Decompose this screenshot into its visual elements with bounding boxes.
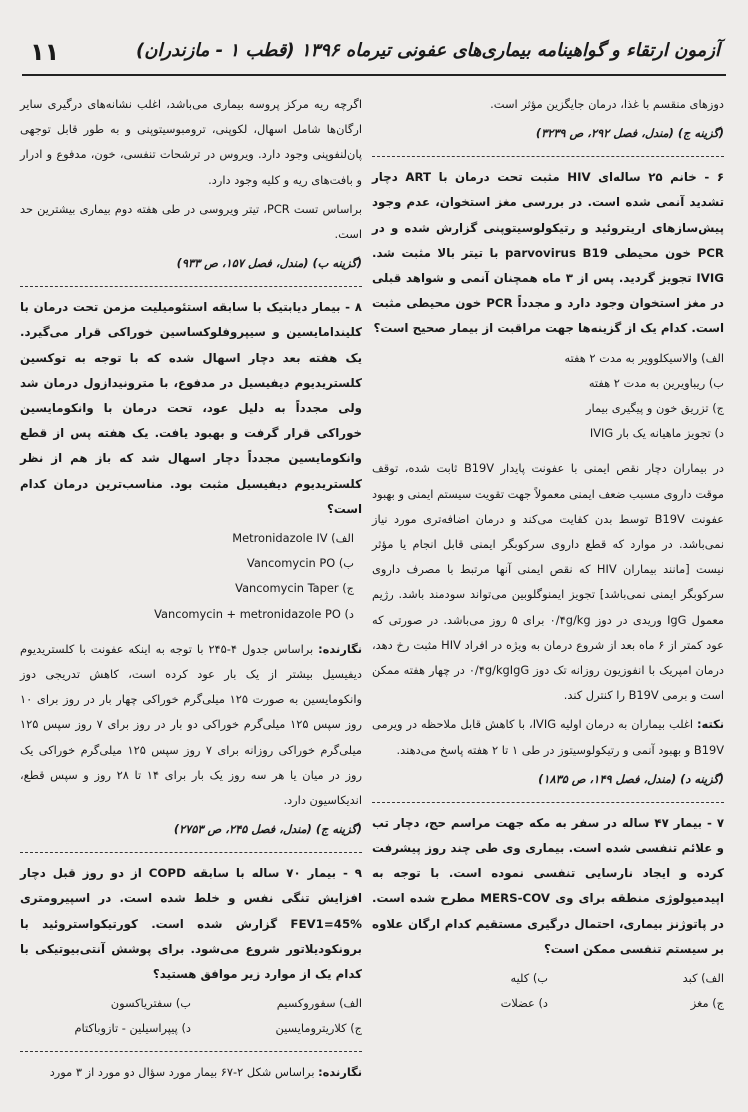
question-8-answer-reference: (گزینه ج) (مندل، فصل ۲۴۵، ص ۲۷۵۳) xyxy=(173,822,362,837)
question-8-option-d: Vancomycin + metronidazole PO (د xyxy=(154,606,354,621)
header-rule xyxy=(22,74,726,76)
question-9-option-a: الف) سفوروکسیم xyxy=(276,996,362,1011)
question-8-option-c: Vancomycin Taper (ج xyxy=(235,581,354,596)
question-9-option-c: ج) کلاریترومایسین xyxy=(275,1021,362,1036)
question-6-explanation: در بیماران دچار نقص ایمنی با عفونت پایدار B19V ثابت شده، توقف موقت داروی مسبب ضعف ایمنی معمولاً جهت تقویت سیستم ایمنی و بهبود عفونت B19V توسط بدن کفایت می‌کند و درمان اضافه‌تری مورد نیاز نمی‌باشد. در موارد که قطع داروی سرکوبگر ایمنی قابل انجام یا مؤثر نیست [مانند بیماران HIV که نقص ایمنی آنها مرتبط با مصرف داروی سرکوبگر ایمنی نمی‌باشد] تجویز ایمنوگلوبین می‌تواند سودمند باشد. رژیم معمول IgG وریدی در دوز ۰/۴g/kg برای ۵ روز می‌باشد. در صورتی که عود کمتر از ۶ ماه بعد از شروع درمان به ویژه در افراد HIV مثبت رخ دهد، درمان امپریک با انفوزیون روزانه تک دوز ۰/۴g/kgIgG در چهار هفته ممکن است و برمی B19V را کنترل کند. xyxy=(372,461,725,703)
continued-text: دوزهای منقسم با غذا، درمان جایگزین مؤثر است. xyxy=(490,97,724,111)
question-separator xyxy=(372,802,724,803)
question-7-option-b: ب) کلیه xyxy=(510,971,548,986)
question-8-option-b: Vancomycin PO (ب xyxy=(246,556,354,571)
continued-text: اگرچه ریه مرکز پروسه بیماری می‌باشد، اغلب نشانه‌های درگیری سایر ارگان‌ها شامل اسهال، لکوپنی، ترومبوسیتوپنی و به طور قابل توجهی پان‌لنفوپنی وجود دارد. ویروس در ترشحات تنفسی، خون، مدفوع و ادرار و بافت‌های ریه و کلیه وجود دارد. xyxy=(20,97,362,187)
answer-reference: (گزینه ب) (مندل، فصل ۱۵۷، ص ۹۳۳) xyxy=(176,256,362,271)
question-separator xyxy=(372,156,724,157)
writer-label: نگارنده: xyxy=(318,641,362,656)
question-6-option-d: د) تجویز ماهیانه یک بار IVIG xyxy=(589,426,724,441)
answer-reference: (گزینه ج) (مندل، فصل ۲۹۲، ص ۳۲۳۹) xyxy=(535,126,724,141)
question-6-option-b: ب) ریباویرین به مدت ۲ هفته xyxy=(588,375,724,390)
left-column xyxy=(20,92,362,1092)
question-separator xyxy=(20,1051,362,1052)
question-6-option-a: الف) والاسیکلوویر به مدت ۲ هفته xyxy=(564,350,724,365)
note-label: نکته: xyxy=(696,717,724,732)
question-6-note xyxy=(372,712,724,762)
question-8-explanation xyxy=(20,637,362,813)
explanation-text: براساس شکل ۲-۶۷ بیمار مورد سؤال دو مورد از ۳ مورد xyxy=(49,1065,315,1080)
question-separator xyxy=(20,852,362,853)
page-header xyxy=(22,32,726,76)
question-6-stem: ۶ - خانم ۲۵ ساله‌ای HIV مثبت تحت درمان با ART دچار تشدید آنمی شده است. در بررسی مغز استخوان، عدم وجود پیش‌سازهای اریتروئید و رتیکولوسیتوپنی گزارش شده و در PCR خون محیطی parvovirus B19 با تیتر بالا مثبت شد. IVIG تجویز گردید. پس از ۳ ماه همچنان آنمی و شواهد قبلی در مغز استخوان وجود دارد و مجدداً PCR خون محیطی مثبت است. کدام یک از گزینه‌ها جهت مراقبت از بیمار صحیح است؟ xyxy=(372,170,725,336)
question-7-option-c: ج) مغز xyxy=(690,996,724,1011)
question-separator xyxy=(20,286,362,287)
page-number: ۱۱ xyxy=(30,38,60,66)
question-9-explanation xyxy=(20,1060,362,1085)
note-text: اغلب بیماران به درمان اولیه IVIG، با کاهش قابل ملاحظه در ویرمی B19V و بهبود آنمی و رتیکولوسیتوز در طی ۱ تا ۲ هفته پاسخ می‌دهند. xyxy=(372,717,724,757)
question-7-options xyxy=(372,966,724,1016)
question-6-answer-reference: (گزینه د) (مندل، فصل ۱۴۹، ص ۱۸۳۵) xyxy=(538,771,724,786)
question-9-option-d: د) پیپراسیلین - تازوباکتام xyxy=(74,1021,191,1036)
question-8-option-a: Metronidazole IV (الف xyxy=(232,531,354,546)
question-7-option-a: الف) کبد xyxy=(682,971,724,986)
right-column xyxy=(372,92,724,1092)
question-8-stem: ۸ - بیمار دیابتیک با سابقه استئومیلیت مزمن تحت درمان با کلیندامایسین و سیپروفلوکساسین خوراکی قرار می‌گیرد. یک هفته بعد دچار اسهال شده که با توجه به توکسین کلستریدیوم دیفیسیل در مدفوع، با مترونیدازول درمان شد ولی مجدداً به دلیل عود، تحت درمان با وانکومایسین خوراکی قرار گرفت و بهبود یافت. یک هفته پس از قطع وانکومایسین مجدداً دچار اسهال شد که باز هم از نظر کلستریدیوم دیفیسیل مثبت بود. مناسب‌ترین درمان کدام است؟ xyxy=(20,300,362,516)
writer-label: نگارنده: xyxy=(318,1065,362,1080)
explanation-text: براساس جدول ۴-۲۴۵ با توجه به اینکه عفونت با کلستریدیوم دیفیسیل بیشتر از یک بار عود کرده است، کاهش تدریجی دوز وانکومایسین به صورت ۱۲۵ میلی‌گرم خوراکی چهار بار در روز برای ۱۰ روز سپس ۱۲۵ میلی‌گرم خوراکی دو بار در روز برای ۷ روز سپس ۱۲۵ میلی‌گرم خوراکی روزانه برای ۷ روز سپس ۱۲۵ میلی‌گرم خوراکی یک روز در میان یا هر سه روز یک بار برای ۱۴ تا ۲۸ روز و سپس قطع، اندیکاسیون دارد. xyxy=(20,641,362,808)
question-7-option-d: د) عضلات xyxy=(500,996,548,1011)
question-9-stem: ۹ - بیمار ۷۰ ساله با سابقه COPD از دو روز قبل دچار افزایش تنگی نفس و خلط شده است. در اسپیرومتری FEV1=45% گزارش شده است. کورتیکواستروئید با برونکودیلاتور شروع می‌شود. برای پوشش آنتی‌بیوتیکی با کدام یک از موارد زیر موافق هستید؟ xyxy=(20,866,362,982)
question-6-option-c: ج) تزریق خون و پیگیری بیمار xyxy=(585,401,724,416)
question-9-options xyxy=(20,991,362,1041)
question-7-stem: ۷ - بیمار ۴۷ ساله در سفر به مکه جهت مراسم حج، دچار تب و علائم تنفسی شده است. بیماری وی طی چند روز پیشرفت کرده و ایجاد نارسایی تنفسی نموده است. با توجه به اپیدمیولوژی منطقه برای وی MERS-COV مطرح شده است. در پاتوژنز بیماری، احتمال درگیری مستقیم کدام ارگان علاوه بر سیستم تنفسی ممکن است؟ xyxy=(372,815,725,956)
question-9-option-b: ب) سفتریاکسون xyxy=(110,996,191,1011)
continued-text-2: براساس تست PCR، تیتر ویروسی در طی هفته دوم بیماری بیشترین حد است. xyxy=(20,201,362,242)
running-title: آزمون ارتقاء و گواهینامه بیماری‌های عفونی تیرماه ۱۳۹۶ (قطب ۱ - مازندران) xyxy=(135,40,720,61)
